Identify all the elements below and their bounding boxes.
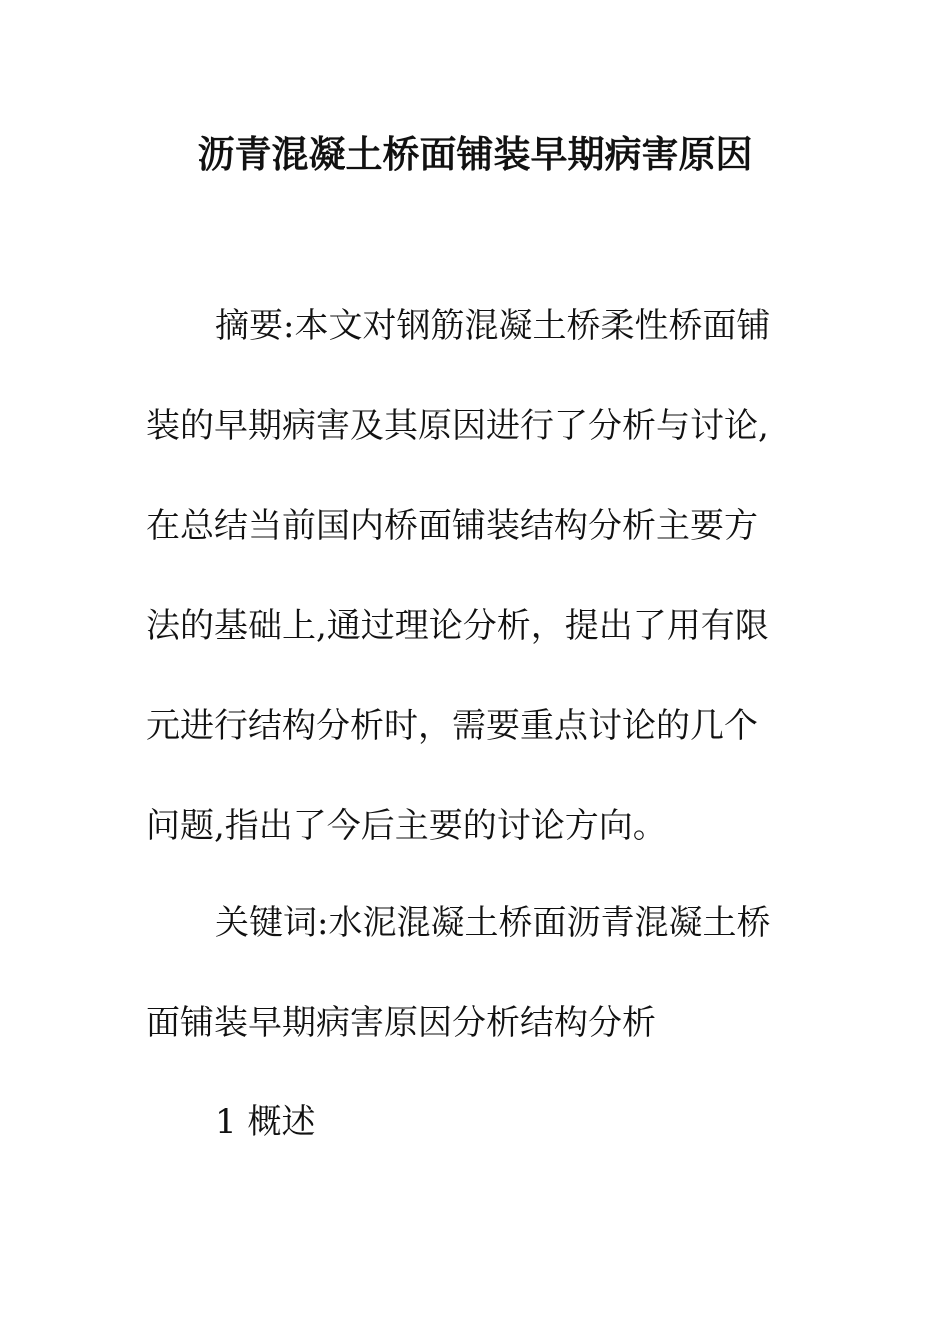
abstract-line-1: 摘要:本文对钢筋混凝土桥柔性桥面铺 [215,306,771,346]
abstract-line-6: 问题,指出了今后主要的讨论方向。 [146,806,667,846]
section-heading-overview: 1 概述 [215,1102,316,1142]
abstract-line-4: 法的基础上,通过理论分析，提出了用有限 [146,606,769,646]
abstract-line-2: 装的早期病害及其原因进行了分析与讨论, [146,406,769,446]
abstract-line-5: 元进行结构分析时，需要重点讨论的几个 [146,706,758,746]
keywords-line-1: 关键词:水泥混凝土桥面沥青混凝土桥 [215,903,771,943]
abstract-line-3: 在总结当前国内桥面铺装结构分析主要方 [146,506,758,546]
keywords-line-2: 面铺装早期病害原因分析结构分析 [146,1003,656,1043]
document-title: 沥青混凝土桥面铺装早期病害原因 [197,132,753,176]
